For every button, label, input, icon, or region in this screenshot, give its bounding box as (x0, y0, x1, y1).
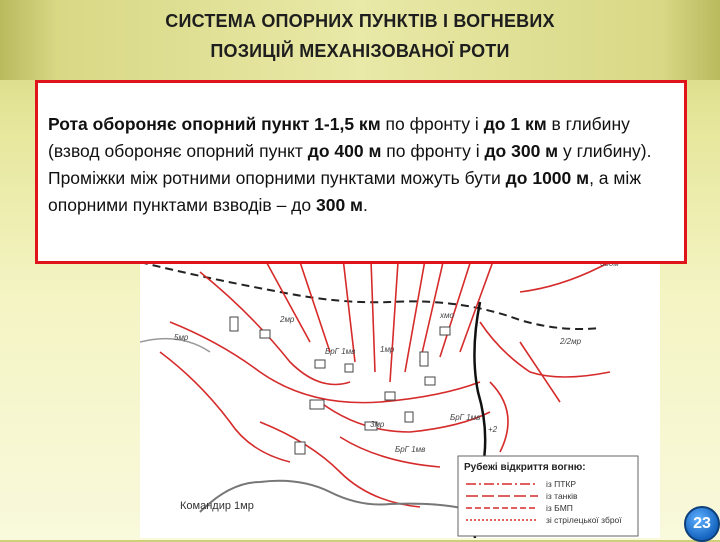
text-p2-b2: 300 м (315, 195, 363, 215)
tactical-map (140, 232, 660, 538)
map-drawing (140, 232, 660, 538)
legend-label-small-arms: зі стрілецької зброї (546, 515, 622, 525)
slide-title-line2: ПОЗИЦІЙ МЕХАНІЗОВАНОЇ РОТИ (210, 41, 510, 61)
slide-title (40, 6, 680, 66)
unit-symbols (230, 317, 450, 454)
map-label-brg3: БрГ 1мв (395, 445, 426, 454)
map-legend (458, 456, 638, 536)
slide-number: 23 (693, 515, 711, 532)
text-p1-t2: в глибину (взвод обороняє опорний пункт (48, 114, 630, 161)
map-label-2-2mr: 2/2мр (560, 337, 582, 346)
map-label-3mr: 3мр (370, 420, 385, 429)
map-label-plus2: +2 (488, 425, 498, 434)
text-p1-b3: до 400 м (307, 141, 382, 161)
text-p2-b1: до 1000 м (505, 168, 590, 188)
map-label-brg2: БрГ 1мв (450, 413, 481, 422)
map-label-2mr: 2мр (280, 315, 295, 324)
slide-title-line1: СИСТЕМА ОПОРНИХ ПУНКТІВ І ВОГНЕВИХ (165, 11, 555, 31)
text-p1-b4: до 300 м (484, 141, 559, 161)
info-text (38, 83, 684, 219)
text-p1-b2: до 1 км (483, 114, 547, 134)
legend-label-bmp: із БМП (546, 503, 573, 513)
text-p1-b1: Рота обороняє опорний пункт 1-1,5 км (48, 114, 381, 134)
text-p1-t1: по фронту і (380, 114, 484, 134)
text-p2-t1: Проміжки між ротними опорними пунктами можуть бути (48, 168, 506, 188)
info-textbox (35, 80, 687, 264)
legend-label-ptkr: із ПТКР (546, 479, 577, 489)
slide-number-badge (684, 506, 720, 542)
text-p2-t2: , а між опорними пунктами взводів – до (48, 168, 642, 215)
text-p1-t3: по фронту і (381, 141, 485, 161)
text-p2-t3: . (363, 195, 368, 215)
legend-title: Рубежі відкриття вогню: (464, 462, 586, 473)
map-label-xmo: хмо (440, 311, 454, 320)
map-label-5mr: 5мр (174, 333, 189, 342)
front-line (140, 262, 600, 329)
map-label-brg1: БрГ 1мв (325, 347, 356, 356)
commander-label: Командир 1мр (180, 500, 254, 512)
text-p1-t4: у глибину). (558, 141, 652, 161)
map-label-1mr: 1мр (380, 345, 395, 354)
legend-label-tanks: із танків (546, 491, 578, 501)
